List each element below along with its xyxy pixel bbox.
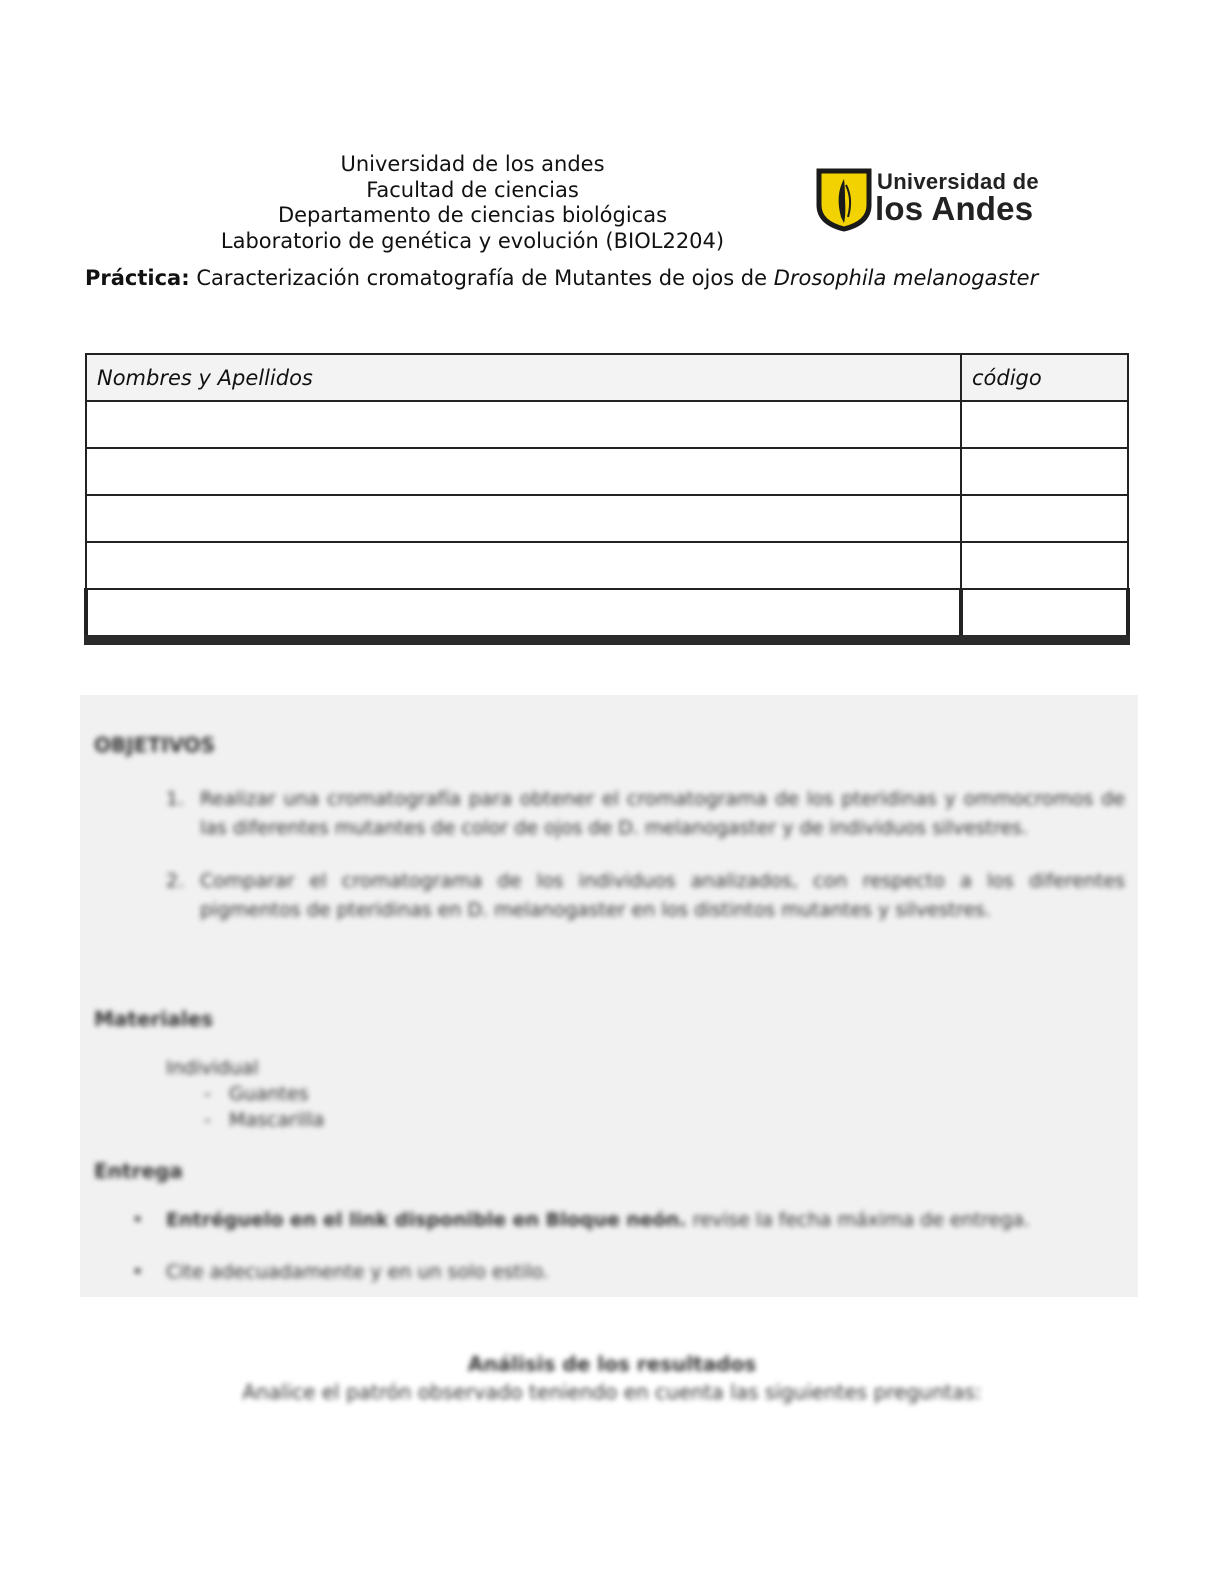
objective-item	[166, 867, 1125, 925]
practice-label: Práctica:	[85, 266, 190, 290]
material-text: Guantes	[228, 1083, 309, 1105]
name-cell[interactable]	[86, 448, 961, 495]
name-cell[interactable]	[86, 542, 961, 589]
practice-species: Drosophila melanogaster	[773, 266, 1039, 290]
delivery-item: • Entréguelo en el link disponible en Bloque neón. revise la fecha máxima de entrega.	[132, 1209, 1030, 1231]
table-header-row	[86, 354, 1128, 401]
table-row	[86, 542, 1128, 589]
header-line-university: Universidad de los andes	[340, 152, 605, 176]
materials-list-item: - Mascarilla	[204, 1109, 325, 1131]
code-cell[interactable]	[961, 589, 1128, 640]
table-row	[86, 448, 1128, 495]
table-row	[86, 589, 1128, 640]
shield-icon	[815, 165, 873, 233]
objective-number: 2.	[166, 870, 185, 892]
students-table	[84, 353, 1130, 645]
code-cell[interactable]	[961, 448, 1128, 495]
analysis-subtitle: Analice el patrón observado teniendo en cuenta las siguientes preguntas:	[242, 1380, 982, 1404]
delivery-text: revise la fecha máxima de entrega.	[686, 1209, 1030, 1231]
header-names: Nombres y Apellidos	[86, 354, 961, 401]
name-cell[interactable]	[86, 495, 961, 542]
delivery-title: Entrega	[94, 1159, 183, 1183]
blurred-content-panel	[80, 695, 1138, 1297]
materials-list-item: - Guantes	[204, 1083, 309, 1105]
materials-group-label: Individual	[166, 1057, 259, 1079]
practice-text: Caracterización cromatografía de Mutantes de ojos de	[196, 266, 768, 290]
header-line-department: Departamento de ciencias biológicas	[277, 203, 668, 227]
name-cell[interactable]	[86, 401, 961, 448]
objective-item	[166, 785, 1125, 843]
objective-text: Comparar el cromatograma de los individuos analizados, con respecto a los diferentes pigmentos de pteridinas en D. melanogaster en los distintos mutantes y silvestres.	[200, 870, 1125, 921]
blurred-content	[80, 695, 1138, 1297]
header-line-laboratory: Laboratorio de genética y evolución (BIOL2204)	[220, 228, 725, 253]
table-row	[86, 495, 1128, 542]
university-logo	[815, 165, 1039, 235]
code-cell[interactable]	[961, 495, 1128, 542]
materials-title: Materiales	[94, 1007, 214, 1031]
objectives-title: OBJETIVOS	[94, 733, 215, 757]
objective-text: Realizar una cromatografía para obtener el cromatograma de los pteridinas y ommocromos de las diferentes mutantes de color de ojos de D. melanogaster y de individuos silvestres.	[200, 788, 1125, 839]
material-text: Mascarilla	[228, 1109, 325, 1131]
code-cell[interactable]	[961, 401, 1128, 448]
objective-number: 1.	[166, 788, 185, 810]
institution-header	[150, 152, 795, 254]
name-cell[interactable]	[86, 589, 961, 640]
analysis-title: Análisis de los resultados	[467, 1352, 757, 1376]
logo-text-line1: Universidad de	[877, 169, 1039, 194]
header-code: código	[961, 354, 1128, 401]
code-cell[interactable]	[961, 542, 1128, 589]
table-row	[86, 401, 1128, 448]
delivery-item: • Cite adecuadamente y en un solo estilo.	[132, 1261, 549, 1283]
delivery-text: Cite adecuadamente y en un solo estilo.	[166, 1261, 549, 1283]
delivery-bold-text: Entréguelo en el link disponible en Bloque neón.	[166, 1209, 687, 1231]
header-line-faculty: Facultad de ciencias	[366, 177, 579, 202]
practice-title	[85, 266, 1038, 290]
logo-text-line2: los Andes	[875, 190, 1034, 227]
